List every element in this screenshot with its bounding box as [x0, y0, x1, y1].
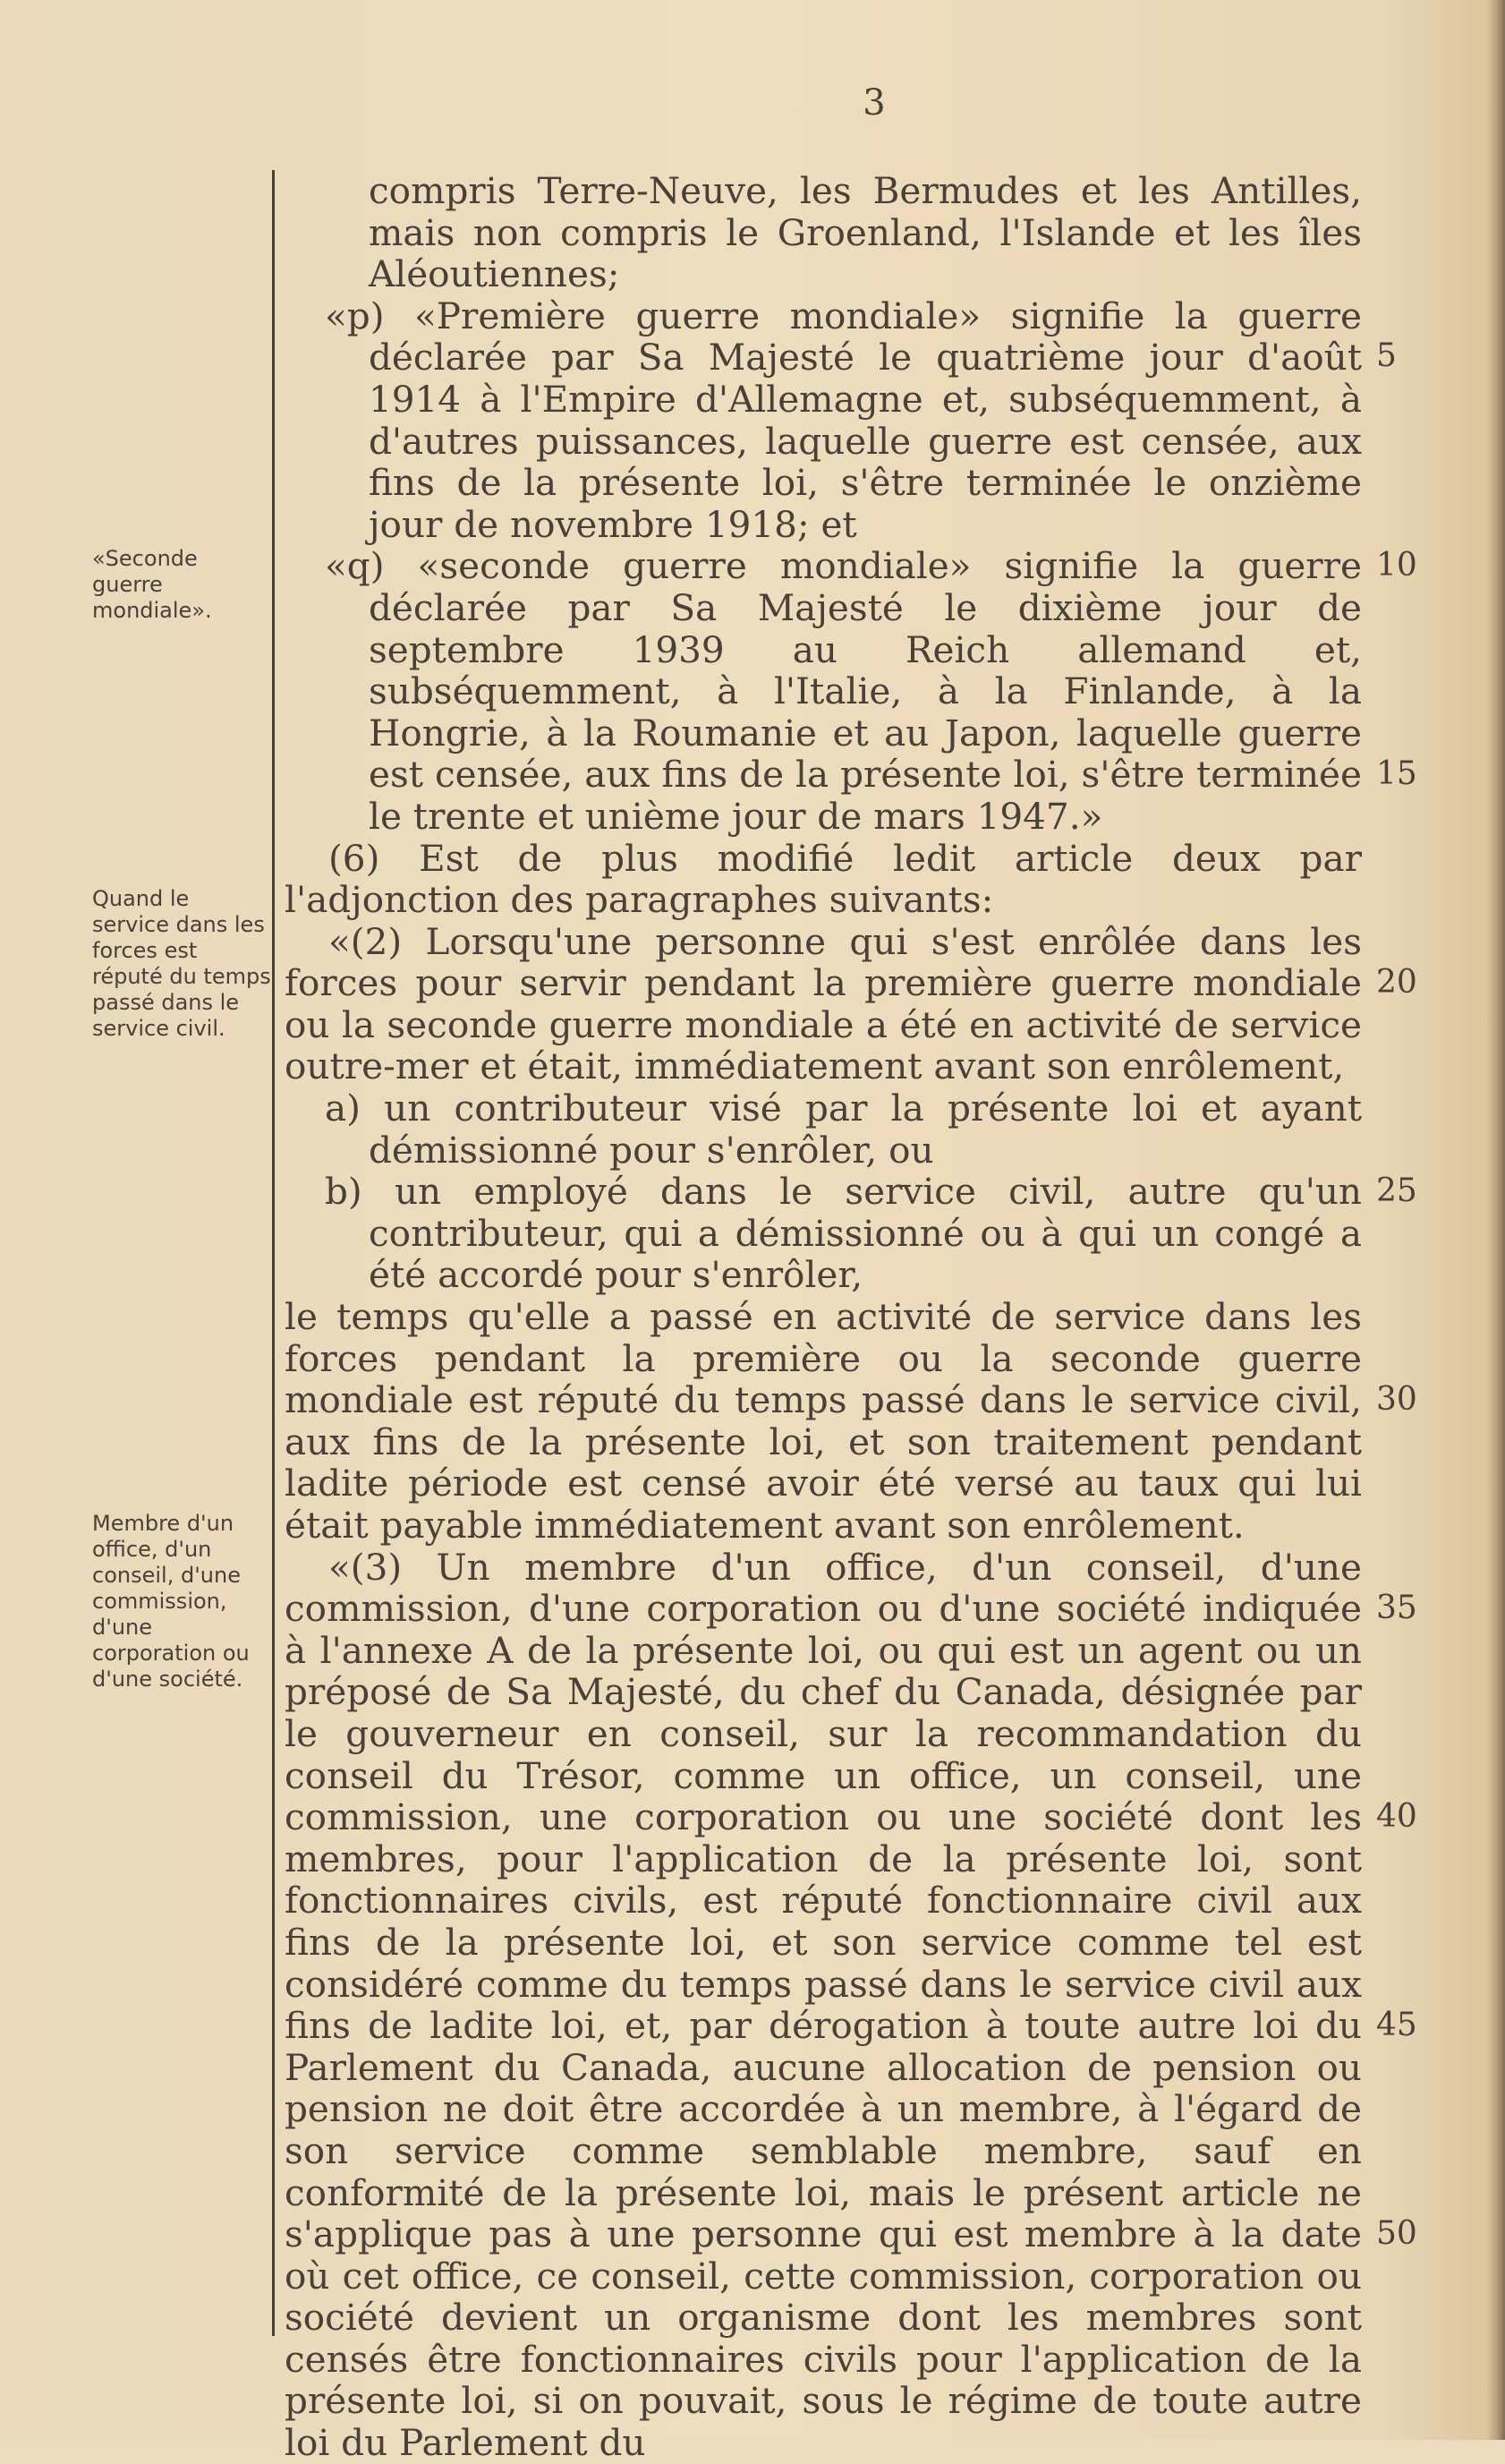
line-number-50: 50: [1376, 2215, 1417, 2252]
line-number-5: 5: [1376, 337, 1397, 374]
line-number-30: 30: [1376, 1381, 1417, 1418]
definition-q: «q) «seconde guerre mondiale» signifie la guerre déclarée par Sa Majesté le dixième jour de septembre 1939 au Reich allemand et, subséquemment, à l'Italie, à la Finlande, à la Hongrie, à la Roumanie et au Japon, laquelle guerre est censée, aux fins de la présente loi, s'être terminée le trente et unième jour de mars 1947.»: [325, 544, 1362, 838]
body-text: [285, 170, 1362, 2464]
subsection-2: «(2) Lorsqu'une personne qui s'est enrôlée dans les forces pour servir pendant la première guerre mondiale ou la seconde guerre mondiale a été en activité de service outre-mer et était, immédiatement avant son enrôlement,: [285, 919, 1362, 1088]
subsection-6: (6) Est de plus modifié ledit article deux par l'adjonction des paragraphes suivants:: [285, 836, 1362, 922]
clause-b: b) un employé dans le service civil, autre qu'un contributeur, qui a démissionné ou à qui un congé a été accordé pour s'enrôler,: [325, 1170, 1362, 1297]
line-number-10: 10: [1376, 547, 1417, 584]
page-number: 3: [863, 82, 886, 124]
page-edge-shadow: [1485, 0, 1505, 2440]
margin-note-seconde-guerre: «Seconde guerre mondiale».: [92, 546, 212, 623]
line-number-45: 45: [1376, 2007, 1417, 2043]
margin-note-membre-office: Membre d'un office, d'un conseil, d'une commission, d'une corporation ou d'une société.: [92, 1511, 250, 1692]
line-number-20: 20: [1376, 964, 1417, 1001]
subsection-3: «(3) Un membre d'un office, d'un conseil, d'une commission, d'une corporation ou d'une société indiquée à l'annexe A de la présente loi, ou qui est un agent ou un préposé de Sa Majesté, du chef du Canada, désignée par le gouverneur en conseil, sur la recommandation du conseil du Trésor, comme un office, un conseil, une commission, une corporation ou une société dont les membres, pour l'application de la présente loi, sont fonctionnaires civils, est réputé fonctionnaire civil aux fins de la présente loi, et son service comme tel est considéré comme du temps passé dans le service civil aux fins de ladite loi, et, par dérogation à toute autre loi du Parlement du Canada, aucune allocation de pension ou pension ne doit être accordée à un membre, à l'égard de son service comme semblable membre, sauf en conformité de la présente loi, mais le présent article ne s'applique pas à une personne qui est membre à la date où cet office, ce conseil, cette commission, corporation ou société devient un organisme dont les membres sont censés être fonctionnaires civils pour l'application de la présente loi, si on pouvait, sous le régime de toute autre loi du Parlement du: [285, 1545, 1362, 2464]
definition-p: «p) «Première guerre mondiale» signifie la guerre déclarée par Sa Majesté le quatrième jour d'août 1914 à l'Empire d'Allemagne et, subséquemment, à d'autres puissances, laquelle guerre est censée, aux fins de la présente loi, s'être terminée le onzième jour de novembre 1918; et: [325, 294, 1362, 546]
margin-rule: [272, 170, 275, 2336]
line-number-35: 35: [1376, 1590, 1417, 1626]
line-number-15: 15: [1376, 755, 1417, 792]
line-number-25: 25: [1376, 1172, 1417, 1209]
margin-note-service-forces: Quand le service dans les forces est réputé du temps passé dans le service civil.: [92, 886, 271, 1041]
paragraph-continuation: compris Terre-Neuve, les Bermudes et les Antilles, mais non compris le Groenland, l'Islande et les îles Aléoutiennes;: [369, 169, 1362, 296]
subsection-2-conclusion: le temps qu'elle a passé en activité de service dans les forces pendant la première ou la seconde guerre mondiale est réputé du temps passé dans le service civil, aux fins de la présente loi, et son traitement pendant ladite période est censé avoir été versé au taux qui lui était payable immédiatement avant son enrôlement.: [285, 1295, 1362, 1547]
clause-a: a) un contributeur visé par la présente loi et ayant démissionné pour s'enrôler, ou: [325, 1087, 1362, 1172]
line-number-40: 40: [1376, 1798, 1417, 1835]
